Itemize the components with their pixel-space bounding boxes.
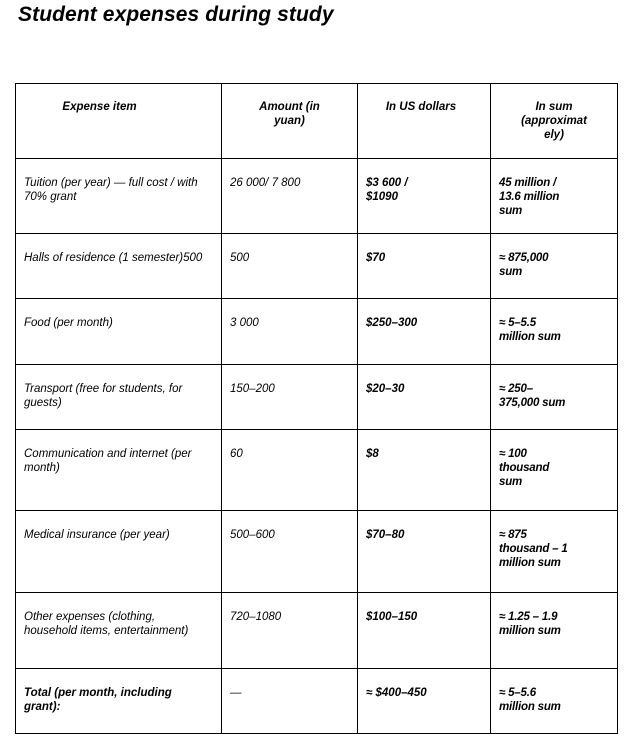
sum-cell: ≈ 5–5.5 million sum — [491, 299, 618, 365]
sum-cell: ≈ 100 thousand sum — [491, 430, 618, 511]
table-row — [16, 159, 618, 234]
yuan-cell: 60 — [222, 430, 358, 511]
table-row — [16, 430, 618, 511]
header-usd: In US dollars — [358, 84, 491, 159]
sum-cell: 45 million / 13.6 million sum — [491, 159, 618, 234]
total-row — [16, 669, 618, 734]
usd-cell: $70 — [358, 234, 491, 299]
expense-item-cell: Other expenses (clothing, household items, entertainment) — [16, 593, 222, 669]
expense-item-cell: Medical insurance (per year) — [16, 511, 222, 593]
header-sum: In sum (approximat ely) — [491, 84, 618, 159]
yuan-cell: 720–1080 — [222, 593, 358, 669]
usd-cell: $8 — [358, 430, 491, 511]
usd-cell: $3 600 / $1090 — [358, 159, 491, 234]
table-row — [16, 299, 618, 365]
table-row — [16, 593, 618, 669]
header-expense-item: Expense item — [16, 84, 222, 159]
table-row — [16, 511, 618, 593]
sum-cell: ≈ 5–5.6 million sum — [491, 669, 618, 734]
sum-cell: ≈ 1.25 – 1.9 million sum — [491, 593, 618, 669]
table-row — [16, 365, 618, 430]
usd-cell: $100–150 — [358, 593, 491, 669]
sum-cell: ≈ 875 thousand – 1 million sum — [491, 511, 618, 593]
sum-cell: ≈ 875,000 sum — [491, 234, 618, 299]
page-title: Student expenses during study — [18, 3, 334, 26]
sum-cell: ≈ 250–375,000 sum — [491, 365, 618, 430]
usd-cell: $70–80 — [358, 511, 491, 593]
usd-cell: $20–30 — [358, 365, 491, 430]
expense-item-cell: Transport (free for students, for guests) — [16, 365, 222, 430]
yuan-cell: — — [222, 669, 358, 734]
yuan-cell: 3 000 — [222, 299, 358, 365]
usd-cell: $250–300 — [358, 299, 491, 365]
table-row — [16, 234, 618, 299]
expense-item-cell: Halls of residence (1 semester)500 — [16, 234, 222, 299]
yuan-cell: 150–200 — [222, 365, 358, 430]
header-row — [16, 84, 618, 159]
total-label-cell: Total (per month, including grant): — [16, 669, 222, 734]
yuan-cell: 500 — [222, 234, 358, 299]
header-amount-yuan: Amount (in yuan) — [222, 84, 358, 159]
expense-item-cell: Tuition (per year) — full cost / with 70% grant — [16, 159, 222, 234]
yuan-cell: 500–600 — [222, 511, 358, 593]
usd-cell: ≈ $400–450 — [358, 669, 491, 734]
yuan-cell: 26 000/ 7 800 — [222, 159, 358, 234]
expense-table — [15, 83, 618, 734]
expense-item-cell: Food (per month) — [16, 299, 222, 365]
expense-item-cell: Communication and internet (per month) — [16, 430, 222, 511]
